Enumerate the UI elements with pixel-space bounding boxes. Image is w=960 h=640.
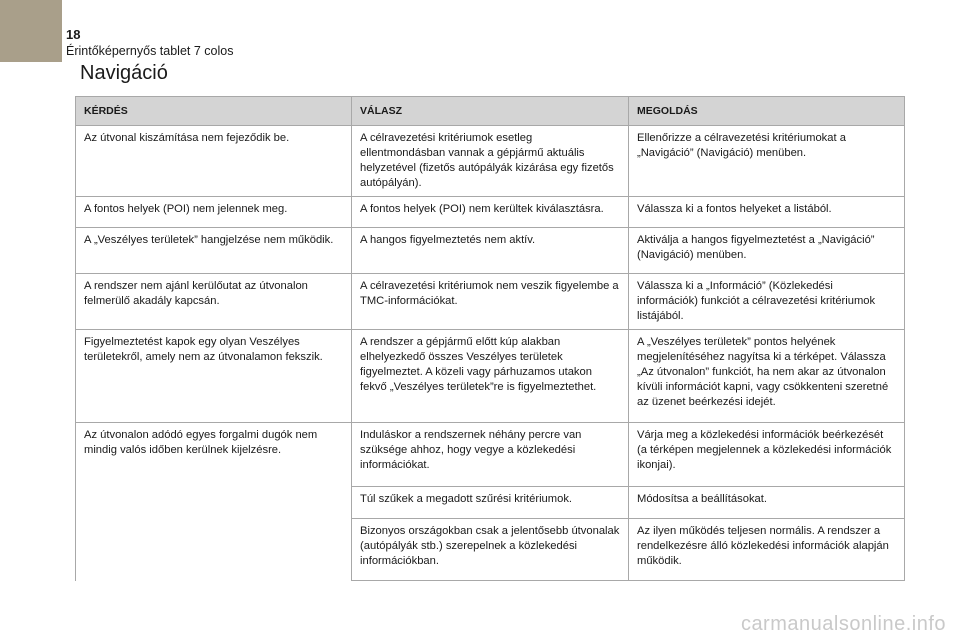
answer-cell: Bizonyos országokban csak a jelentősebb útvonalak (autópályák stb.) szerepelnek a közlekedési információkban. xyxy=(352,519,629,581)
column-header-question: KÉRDÉS xyxy=(76,97,352,126)
column-header-answer: VÁLASZ xyxy=(352,97,629,126)
chapter-tab xyxy=(0,0,62,62)
answer-cell: A fontos helyek (POI) nem kerültek kiválasztásra. xyxy=(352,197,629,228)
solution-cell: A „Veszélyes területek” pontos helyének megjelenítéséhez nagyítsa ki a térképet. Válassza „Az útvonalon” funkciót, ha nem akar az útvonalon kívüli információt kapni, vagy csökkenteni szeretné az üzenet beérkezési idejét. xyxy=(629,330,905,423)
answer-cell: A rendszer a gépjármű előtt kúp alakban elhelyezkedő összes Veszélyes területek figyelmeztet. A közeli vagy párhuzamos utakon fekvő „Veszélyes területek”re is figyelmeztethet. xyxy=(352,330,629,423)
answer-cell: A célravezetési kritériumok nem veszik figyelembe a TMC-információkat. xyxy=(352,274,629,330)
question-cell: Az útvonalon adódó egyes forgalmi dugók nem mindig valós időben kerülnek kijelzésre. xyxy=(76,423,352,581)
page-number: 18 xyxy=(66,27,81,42)
question-cell: Figyelmeztetést kapok egy olyan Veszélyes területekről, amely nem az útvonalamon fekszik. xyxy=(76,330,352,423)
table-row xyxy=(76,228,905,274)
table-row xyxy=(76,197,905,228)
table-row xyxy=(76,126,905,197)
question-cell: A „Veszélyes területek” hangjelzése nem működik. xyxy=(76,228,352,274)
section-title: Navigáció xyxy=(80,62,168,84)
table-row xyxy=(76,423,905,487)
table-header-row xyxy=(76,97,905,126)
solution-cell: Várja meg a közlekedési információk beérkezését (a térképen megjelennek a közlekedési információk ikonjai). xyxy=(629,423,905,487)
answer-cell: A célravezetési kritériumok esetleg ellentmondásban vannak a gépjármű aktuális helyzetével (fizetős autópályák kizárása egy fizetős autópályán). xyxy=(352,126,629,197)
solution-cell: Válassza ki a fontos helyeket a listából. xyxy=(629,197,905,228)
solution-cell: Aktiválja a hangos figyelmeztetést a „Navigáció” (Navigáció) menüben. xyxy=(629,228,905,274)
question-cell: Az útvonal kiszámítása nem fejeződik be. xyxy=(76,126,352,197)
solution-cell: Válassza ki a „Információ” (Közlekedési információk) funkciót a célravezetési kritériumok listájából. xyxy=(629,274,905,330)
watermark: carmanualsonline.info xyxy=(740,613,946,635)
question-cell: A rendszer nem ajánl kerülőutat az útvonalon felmerülő akadály kapcsán. xyxy=(76,274,352,330)
answer-cell: Túl szűkek a megadott szűrési kritériumok. xyxy=(352,487,629,519)
question-cell: A fontos helyek (POI) nem jelennek meg. xyxy=(76,197,352,228)
column-header-solution: MEGOLDÁS xyxy=(629,97,905,126)
answer-cell: Induláskor a rendszernek néhány percre van szüksége ahhoz, hogy vegye a közlekedési információkat. xyxy=(352,423,629,487)
solution-cell: Az ilyen működés teljesen normális. A rendszer a rendelkezésre álló közlekedési információk alapján működik. xyxy=(629,519,905,581)
solution-cell: Módosítsa a beállításokat. xyxy=(629,487,905,519)
table-row xyxy=(76,330,905,423)
troubleshooting-table xyxy=(75,96,905,581)
answer-cell: A hangos figyelmeztetés nem aktív. xyxy=(352,228,629,274)
table-row xyxy=(76,274,905,330)
solution-cell: Ellenőrizze a célravezetési kritériumokat a „Navigáció” (Navigáció) menüben. xyxy=(629,126,905,197)
chapter-title: Érintőképernyős tablet 7 colos xyxy=(66,44,234,58)
